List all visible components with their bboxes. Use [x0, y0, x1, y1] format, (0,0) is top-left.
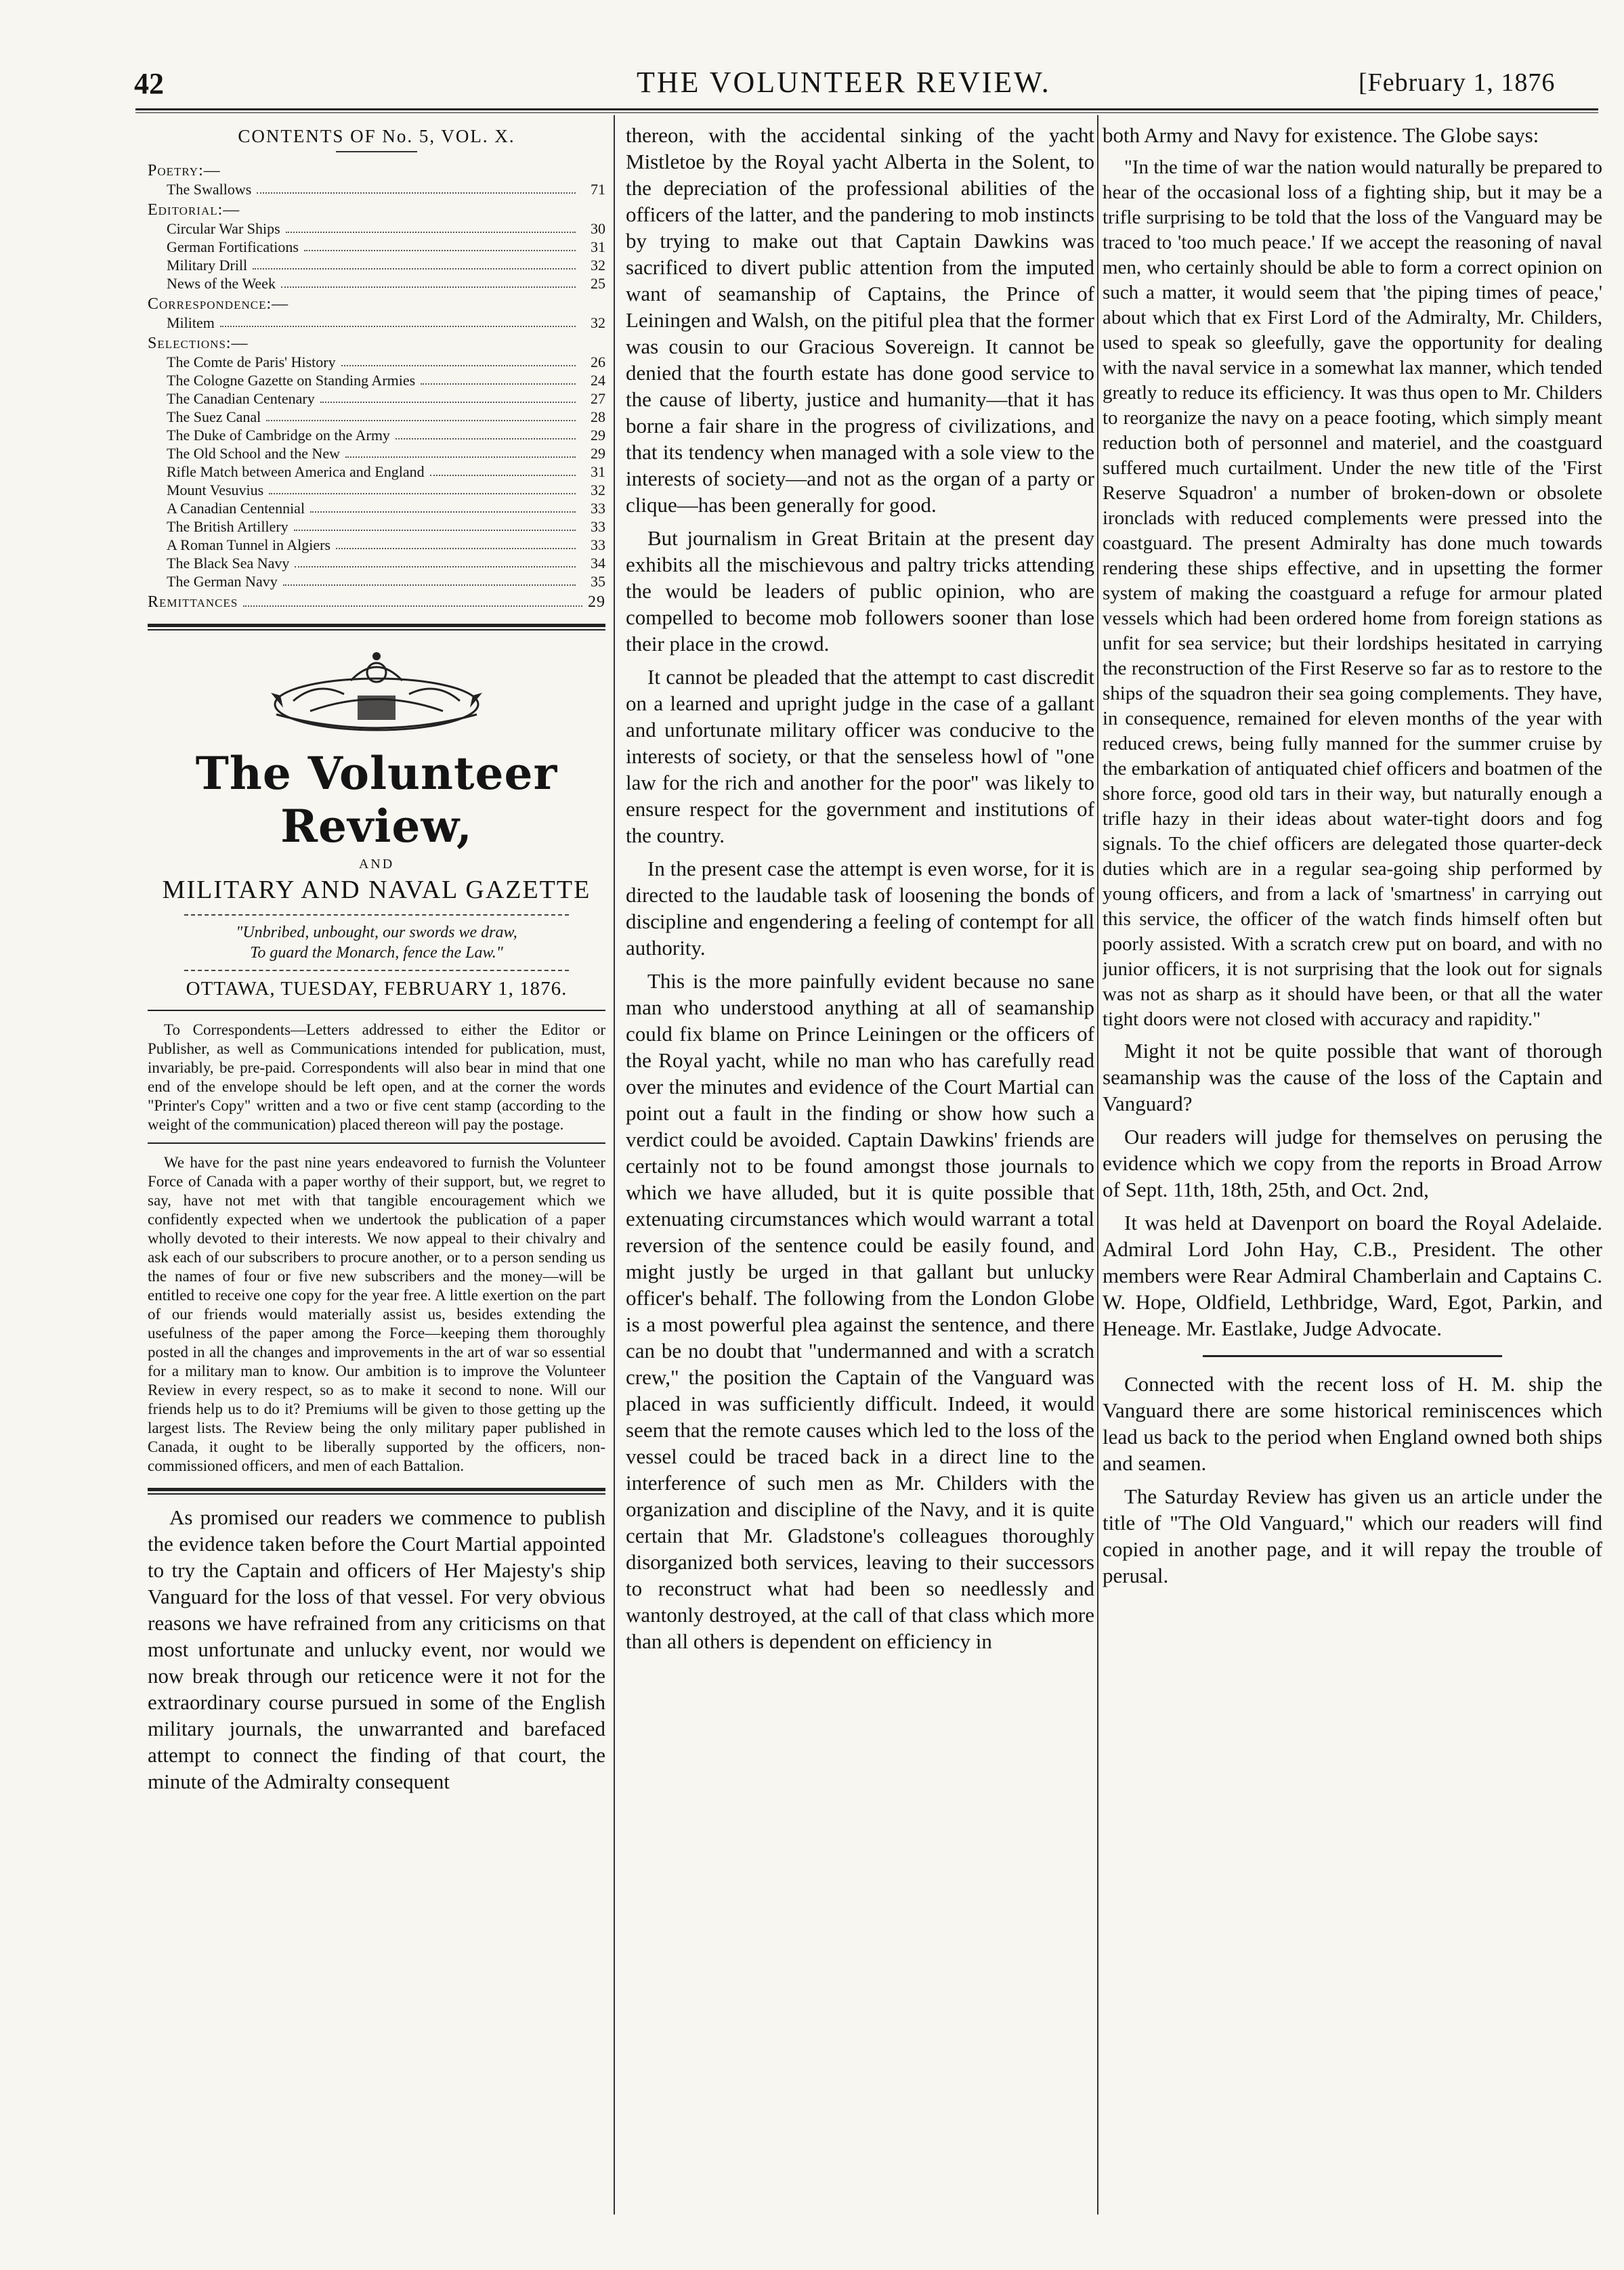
- contents-page-number: 27: [591, 390, 605, 407]
- motto-line-1: "Unbribed, unbought, our swords we draw,: [236, 924, 517, 941]
- contents-leader: [266, 408, 576, 421]
- section-rule-2: [148, 1488, 605, 1491]
- contents-leader: [320, 389, 576, 403]
- contents-leader: [294, 517, 576, 531]
- contents-section-heading: Correspondence:—: [148, 295, 289, 313]
- page-number: 42: [134, 67, 164, 100]
- contents-leader: [283, 572, 576, 586]
- contents-leader: [257, 180, 576, 194]
- article-paragraph: Might it not be quite possible that want of thorough seamanship was the cause of the loss of the Captain and Vanguard?: [1103, 1039, 1602, 1115]
- contents-page-number: 30: [591, 220, 605, 237]
- contents-entry: [148, 353, 605, 371]
- motto-line-2: To guard the Monarch, fence the Law.": [250, 944, 503, 962]
- contents-entry-title: The German Navy: [167, 573, 278, 590]
- dashed-rule-2: [184, 970, 569, 971]
- contents-entry: [148, 219, 605, 238]
- contents-entry: [148, 408, 605, 426]
- article-column-3-continued: [1103, 1037, 1602, 1342]
- contents-page-number: 24: [591, 372, 605, 389]
- contents-entry-title: The Duke of Cambridge on the Army: [167, 427, 390, 444]
- contents-entry-title: The Black Sea Navy: [167, 555, 290, 572]
- paper-and: AND: [358, 857, 395, 872]
- appeal-notice: [148, 1153, 605, 1476]
- column-rule-2: [1097, 115, 1098, 2214]
- dateline-rule: [148, 1010, 605, 1011]
- masthead-title: THE VOLUNTEER REVIEW.: [637, 66, 1051, 99]
- article-paragraph: The Saturday Review has given us an article under the title of "The Old Vanguard," which our readers will find copied in another page, and it will repay the trouble of perusal.: [1103, 1484, 1602, 1587]
- article-separator: [1203, 1355, 1503, 1357]
- contents-page-number: 29: [591, 427, 605, 444]
- contents-leader: [269, 481, 576, 494]
- article-column-2: [626, 122, 1094, 1654]
- article-paragraph: But journalism in Great Britain at the present day exhibits all the mischievous and paltry tricks attending the would be leaders of public opinion, who are compelled to become mob followers sooner than lose their place in the crowd.: [626, 526, 1094, 656]
- header-rule-secondary: [135, 112, 1598, 113]
- section-rule-thin: [148, 629, 605, 630]
- contents-entry-title: The British Artillery: [167, 518, 289, 535]
- contents-entry: [148, 256, 605, 274]
- contents-leader: [430, 463, 576, 476]
- contents-leader: [286, 219, 576, 233]
- contents-page-number: 25: [591, 275, 605, 292]
- contents-entry-title: The Suez Canal: [167, 408, 261, 425]
- contents-entry: [148, 536, 605, 554]
- column-1: [148, 122, 605, 2208]
- contents-leader: [253, 256, 576, 270]
- article-paragraph: Connected with the recent loss of H. M. ship the Vanguard there are some historical reminiscences which lead us back to the period when England owned both ships and seamen.: [1103, 1372, 1602, 1475]
- contents-entry: [148, 314, 605, 332]
- contents-leader: [396, 426, 576, 440]
- contents-leader: [421, 371, 576, 385]
- contents-entry: [148, 238, 605, 256]
- appeal-text: We have for the past nine years endeavored to furnish the Volunteer Force of Canada with a paper worthy of their support, but, we regret to say, have not met with that tangible encouragement which we confidently expected when we undertook the publication of a paper wholly devoted to their interests. We now appeal to their chivalry and ask each of our subscribers to procure another, or to a person sending us the names of four or five new subscribers and the money—will be entitled to receive one copy for the year free. A little exertion on the part of our friends would materially assist us, besides extending the usefulness of the paper among the Force—keeping them thoroughly posted in all the changes and improvements in the art of war so essential for a military man to know. Our ambition is to improve the Volunteer Review in every respect, so as to make it second to none. Will our friends help us to do it? Premiums will be given to those getting up the largest lists. The Review being the only military paper published in Canada, it ought to be liberally supported by the officers, non-commissioned officers, and men of each Battalion.: [148, 1154, 605, 1474]
- contents-section-label: Remittances: [148, 593, 238, 611]
- contents-entry-title: Military Drill: [167, 257, 248, 274]
- paper-subtitle: MILITARY AND NAVAL GAZETTE: [162, 876, 591, 904]
- contents-leader: [310, 499, 576, 513]
- section-rule: [148, 624, 605, 627]
- article-paragraph: both Army and Navy for existence. The Globe says:: [1103, 123, 1539, 147]
- contents-page-number: 33: [591, 536, 605, 553]
- contents-entry-title: Rifle Match between America and England: [167, 463, 425, 480]
- contents-entry-title: The Old School and the New: [167, 445, 340, 462]
- contents-entry-title: German Fortifications: [167, 238, 299, 255]
- contents-page-number: 31: [591, 238, 605, 255]
- contents-page-number: 29: [588, 593, 605, 611]
- contents-page-number: 33: [591, 500, 605, 517]
- article-paragraph: This is the more painfully evident because no sane man who understood anything at all of seamanship could fix blame on Prince Leiningen or the officers of the Royal yacht, while no man who has carefully read over the minutes and evidence of the Court Martial can point out a fault in the finding or show how such a verdict could be avoided. Captain Dawkins' friends are certainly not to be found amongst those journals to which we have alluded, but it is quite possible that extenuating circumstances which would warrant a total reversion of the sentence could be easily found, and might justly be urged in that gallant but unlucky officer's behalf. The following from the London Globe is a most powerful plea against the sentence, and there can be no doubt that "undermanned and with a scratch crew," the position the Captain of the Vanguard was placed in was sufficiently difficult. Indeed, it would seem that the remote causes which led to the loss of the vessel could be traced back in a direct line to the interference of such men as Mr. Childers with the organization and discipline of the Navy, and it is quite certain that Mr. Gladstone's colleagues thoroughly disorganized both services, leaving to their successors to reconstruct what had been so needlessly and wantonly destroyed, at the call of that class which more than all others is dependent on efficiency in: [626, 969, 1094, 1653]
- contents-entry-title: The Swallows: [167, 181, 252, 198]
- contents-page-number: 29: [591, 445, 605, 462]
- dashed-rule: [184, 914, 569, 916]
- contents-entry-title: Militem: [167, 314, 215, 331]
- contents-title: CONTENTS OF No. 5, VOL. X.: [238, 126, 515, 146]
- contents-entry-title: The Cologne Gazette on Standing Armies: [167, 372, 416, 389]
- contents-leader: [341, 353, 576, 366]
- contents-page-number: 32: [591, 257, 605, 274]
- contents-entry: [148, 499, 605, 517]
- column-rule-1: [614, 115, 615, 2214]
- second-article: [1103, 1371, 1602, 1589]
- contents-entry: [148, 371, 605, 389]
- contents-page-number: 31: [591, 463, 605, 480]
- contents-entry: [148, 554, 605, 572]
- column-3: [1103, 122, 1602, 2208]
- header-rule: [135, 108, 1598, 110]
- contents-rule: [336, 151, 417, 152]
- contents-entry: [148, 389, 605, 408]
- royal-arms-icon: [148, 640, 605, 742]
- masthead-ornament: [148, 640, 605, 742]
- correspondents-notice: [148, 1021, 605, 1134]
- contents-leader: [281, 274, 576, 288]
- contents-entry-title: The Comte de Paris' History: [167, 354, 336, 370]
- article-paragraph: In the present case the attempt is even worse, for it is directed to the laudable task of loosening the bonds of discipline and engendering a feeling of contempt for all authority.: [626, 857, 1094, 960]
- contents-page-number: 28: [591, 408, 605, 425]
- contents-page-number: 71: [591, 181, 605, 198]
- contents-list: [148, 162, 605, 612]
- article-column-1: [148, 1504, 605, 1795]
- contents-entry-title: A Canadian Centennial: [167, 500, 305, 517]
- contents-entry: [148, 444, 605, 463]
- contents-leader: [295, 554, 576, 568]
- contents-entry: [148, 463, 605, 481]
- contents-section-heading: Selections:—: [148, 335, 249, 352]
- contents-entry: [148, 517, 605, 536]
- contents-entry-title: The Canadian Centenary: [167, 390, 315, 407]
- issue-date: [February 1, 1876: [1359, 68, 1556, 97]
- contents-page-number: 35: [591, 573, 605, 590]
- contents-entry-title: Mount Vesuvius: [167, 481, 264, 498]
- article-paragraph: As promised our readers we commence to publish the evidence taken before the Court Martial appointed to try the Captain and officers of Her Majesty's ship Vanguard for the loss of that vessel. For very obvious reasons we have refrained from any criticisms on that most unfortunate and unlucky event, nor would we now break through our reticence were it not for the extraordinary course pursued in some of the English military journals, the unwarranted and barefaced attempt to connect the finding of that court, the minute of the Admiralty consequent: [148, 1505, 605, 1793]
- contents-leader: [336, 536, 576, 549]
- column-2: [626, 122, 1094, 2208]
- article-paragraph: It was held at Davenport on board the Royal Adelaide. Admiral Lord John Hay, C.B., President. The other members were Rear Admiral Chamberlain and Captains C. W. Hope, Oldfield, Lethbridge, Ward, Egot, Parkin, and Heneage. Mr. Eastlake, Judge Advocate.: [1103, 1211, 1602, 1340]
- dateline: OTTAWA, TUESDAY, FEBRUARY 1, 1876.: [186, 978, 568, 1000]
- article-paragraph: thereon, with the accidental sinking of the yacht Mistletoe by the Royal yacht Alberta in the Solent, to the depreciation of the professional abilities of the officers of the latter, and the pandering to mob instincts by trying to make out that Captain Dawkins was sacrificed to divert public attention from the imputed want of seamanship of Captains, the Prince of Leiningen and Walsh, on the pitiful plea that the former was cousin to our Gracious Sovereign. It cannot be denied that the fourth estate has done good service to the cause of liberty, justice and humanity—that it has borne a fair share in the progress of civilizations, and that its tendency when managed with a sole view to the interests of society—and not as the organ of a party or clique—has been generally for good.: [626, 123, 1094, 517]
- contents-leader: [220, 314, 576, 327]
- contents-entry-title: Circular War Ships: [167, 220, 280, 237]
- contents-leader: [345, 444, 576, 458]
- contents-entry: [148, 180, 605, 198]
- article-paragraph: It cannot be pleaded that the attempt to cast discredit on a learned and upright judge in the case of a gallant and unfortunate military officer was conducive to the interests of society, or that the senseless howl of "one law for the rich and another for the poor" was likely to ensure respect for the government and institutions of the country.: [626, 665, 1094, 847]
- notice-rule: [148, 1142, 605, 1144]
- contents-entry: [148, 481, 605, 499]
- contents-page-number: 26: [591, 354, 605, 370]
- contents-entry-title: News of the Week: [167, 275, 276, 292]
- paper-name: The Volunteer Review,: [195, 747, 558, 853]
- contents-leader: [243, 593, 582, 607]
- contents-section-heading: [148, 593, 605, 612]
- contents-page-number: 32: [591, 481, 605, 498]
- contents-entry: [148, 572, 605, 591]
- motto: [148, 922, 605, 963]
- contents-page-number: 33: [591, 518, 605, 535]
- section-rule-2-thin: [148, 1493, 605, 1495]
- contents-section-heading: Poetry:—: [148, 162, 221, 179]
- contents-entry-title: A Roman Tunnel in Algiers: [167, 536, 331, 553]
- contents-section-heading: Editorial:—: [148, 201, 240, 219]
- contents-page-number: 34: [591, 555, 605, 572]
- article-paragraph: Our readers will judge for themselves on perusing the evidence which we copy from the reports in Broad Arrow of Sept. 11th, 18th, 25th, and Oct. 2nd,: [1103, 1125, 1602, 1201]
- correspondents-text: To Correspondents—Letters addressed to either the Editor or Publisher, as well as Communications intended for publication, must, invariably, be pre-paid. Correspondents will also bear in mind that one end of the envelope should be left open, and at the corner the words "Printer's Copy" written and a two or five cent stamp (according to the weight of the communication) placed thereon will pay the postage.: [148, 1021, 605, 1133]
- contents-page-number: 32: [591, 314, 605, 331]
- globe-quotation: [1103, 155, 1602, 1032]
- quotation-text: "In the time of war the nation would naturally be prepared to hear of the occasional loss of a fighting ship, but it may be a trifle surprising to be told that the loss of the Vanguard may be traced to 'too much peace.' If we accept the reasoning of naval men, who certainly should be able to form a correct opinion on such a matter, it would seem that 'the piping times of peace,' about which that ex First Lord of the Admiralty, Mr. Childers, used to speak so gleefully, gave the opportunity for dealing with the naval service in a somewhat lax manner, which tended greatly to reduce its efficiency. It was thus open to Mr. Childers to reorganize the navy on a peace footing, which simply meant reduction both of personnel and materiel, and the coastguard suffered much curtailment. Under the new title of the 'First Reserve Squadron' a number of broken-down or obsolete ironclads with reduced complements were pressed into the coastguard. The present Admiralty has done much towards rendering these ships effective, and in upsetting the former system of making the coastguard a refuge for armour plated vessels which had been ordered home from foreign stations as unfit for sea service; but their lordships hesitated in carrying the reconstruction of the First Reserve so far as to restore to the ships of the squadron their sea going complements. They have, in consequence, remained for eleven months of the year with reduced crews, being fully manned for the summer cruise by the embarkation of antiquated chief officers and boatmen of the shore force, good old tars in their way, but naturally enough a trifle hazy in their ideas about water-tight doors and fog signals. To the chief officers are delegated those quarter-deck duties which are in a regular sea-going ship performed by young officers, and from a lack of 'smartness' in carrying out this service, the officer of the watch finds himself often but poorly assisted. With a scratch crew put on board, and with no junior officers, it is not surprising that the look out for signals was not as sharp as it should have been, or that all the water tight doors were not closed with accuracy and rapidity.": [1103, 156, 1602, 1030]
- contents-leader: [304, 238, 576, 251]
- contents-entry: [148, 426, 605, 444]
- contents-entry: [148, 274, 605, 293]
- article-column-3: [1103, 122, 1602, 148]
